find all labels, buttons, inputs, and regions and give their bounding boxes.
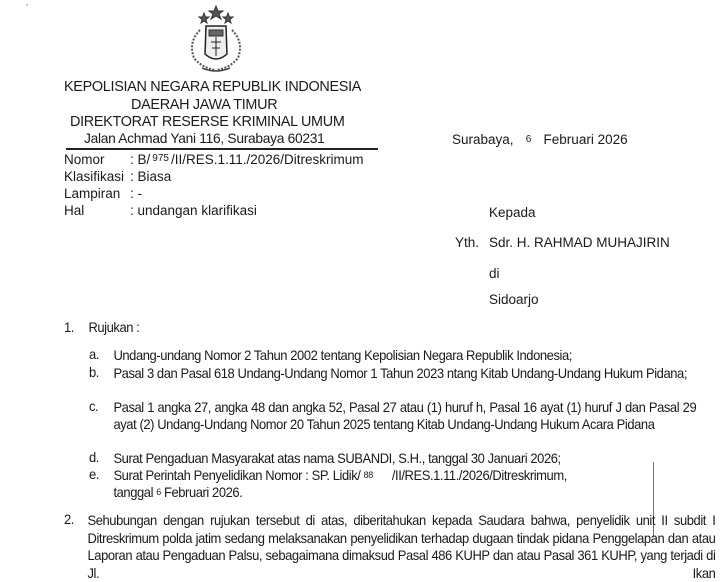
meta-klasifikasi <box>64 169 171 184</box>
nomor-suffix: /II/RES.1.11./2026/Ditreskrimum <box>170 152 364 167</box>
item-letter: d. <box>89 450 99 465</box>
section-1-number: 1. <box>64 320 74 335</box>
letterhead-institution: KEPOLISIAN NEGARA REPUBLIK INDONESIA <box>64 79 362 95</box>
recipient-line <box>455 235 670 250</box>
letterhead-address: Jalan Achmad Yani 116, Surabaya 60231 <box>84 131 325 146</box>
meta-lampiran <box>64 186 142 201</box>
item-e-line2-suffix: Februari 2026. <box>163 485 243 500</box>
recipient-yth: Yth. <box>455 235 480 250</box>
item-letter: a. <box>89 347 99 362</box>
letter-date <box>452 132 628 147</box>
letterhead-directorate: DIREKTORAT RESERSE KRIMINAL UMUM <box>70 114 345 130</box>
letterhead-region: DAERAH JAWA TIMUR <box>131 97 278 113</box>
lampiran-value: : - <box>130 186 142 201</box>
item-text: Undang-undang Nomor 2 Tahun 2002 tentang Kepolisian Negara Republik Indonesia; <box>113 348 572 363</box>
reference-item-a <box>89 347 681 364</box>
meta-nomor <box>64 152 364 167</box>
scan-artifact: • <box>26 3 29 9</box>
section-2-paragraph <box>64 512 716 582</box>
item-letter: c. <box>89 399 99 414</box>
nomor-label: Nomor <box>64 152 105 167</box>
item-e-handwritten-number: 88 <box>363 470 373 481</box>
item-e-handwritten-day: 6 <box>156 487 161 498</box>
item-letter: b. <box>89 365 99 380</box>
date-day-handwritten: 6 <box>525 134 532 145</box>
reference-item-e <box>89 467 681 501</box>
recipient-di: di <box>489 266 500 281</box>
section-2-text: Sehubungan dengan rujukan tersebut di atas, diberitahukan kepada Saudara bahwa, penyelidik unit II subdit I Ditreskrimum polda jatim sedang melaksanakan penyelidikan terhadap dugaan tindak pidana Penggelapan dan atau Laporan atau Pengaduan Palsu, sebagaimana dimaksud Pasal 486 KUHP dan atau Pasal 361 KUHP, yang terjadi di Jl. Ikan <box>87 513 716 581</box>
nomor-handwritten: 975 <box>152 153 169 164</box>
reference-item-d <box>89 450 681 467</box>
item-e-prefix: Surat Perintah Penyelidikan Nomor : SP. Lidik/ <box>113 468 361 483</box>
klasifikasi-value: : Biasa <box>130 169 172 184</box>
section-2-number: 2. <box>64 512 74 527</box>
item-text: Pasal 1 angka 27, angka 48 dan angka 52, Pasal 27 atau (1) huruf h, Pasal 16 ayat (1) huruf J dan Pasal 29 ayat (2) Undang-Undang Nomor 20 Tahun 2025 tentang Kitab Undang-Undang Hukum Acara Pidana <box>113 400 697 432</box>
item-letter: e. <box>89 467 99 482</box>
item-text: Surat Pengaduan Masyarakat atas nama SUBANDI, S.H., tanggal 30 Januari 2026; <box>113 451 561 466</box>
recipient-name: Sdr. H. RAHMAD MUHAJIRIN <box>489 235 670 250</box>
date-city: Surabaya, <box>452 132 514 147</box>
hal-label: Hal <box>64 203 85 218</box>
section-1-heading <box>64 320 139 335</box>
section-1-title: Rujukan : <box>88 320 140 335</box>
recipient-city: Sidoarjo <box>489 292 539 307</box>
lampiran-label: Lampiran <box>64 186 121 201</box>
meta-hal <box>64 203 257 218</box>
item-e-suffix: /II/RES.1.11./2026/Ditreskrimum, <box>391 468 567 483</box>
hal-value: : undangan klarifikasi <box>130 203 257 218</box>
reference-item-b <box>89 365 688 382</box>
reference-item-c <box>89 399 697 433</box>
police-emblem-icon <box>176 4 256 76</box>
item-e-line2-prefix: tanggal <box>113 485 154 500</box>
letterhead-divider <box>66 148 378 150</box>
recipient-kepada: Kepada <box>489 205 536 220</box>
item-text <box>113 467 696 501</box>
item-text: Pasal 3 dan Pasal 618 Undang-Undang Nomor 1 Tahun 2023 ntang Kitab Undang-Undang Hukum Pidana; <box>113 366 688 381</box>
klasifikasi-label: Klasifikasi <box>64 169 125 184</box>
nomor-prefix: : B/ <box>130 152 151 167</box>
date-month-year: Februari 2026 <box>543 132 628 147</box>
